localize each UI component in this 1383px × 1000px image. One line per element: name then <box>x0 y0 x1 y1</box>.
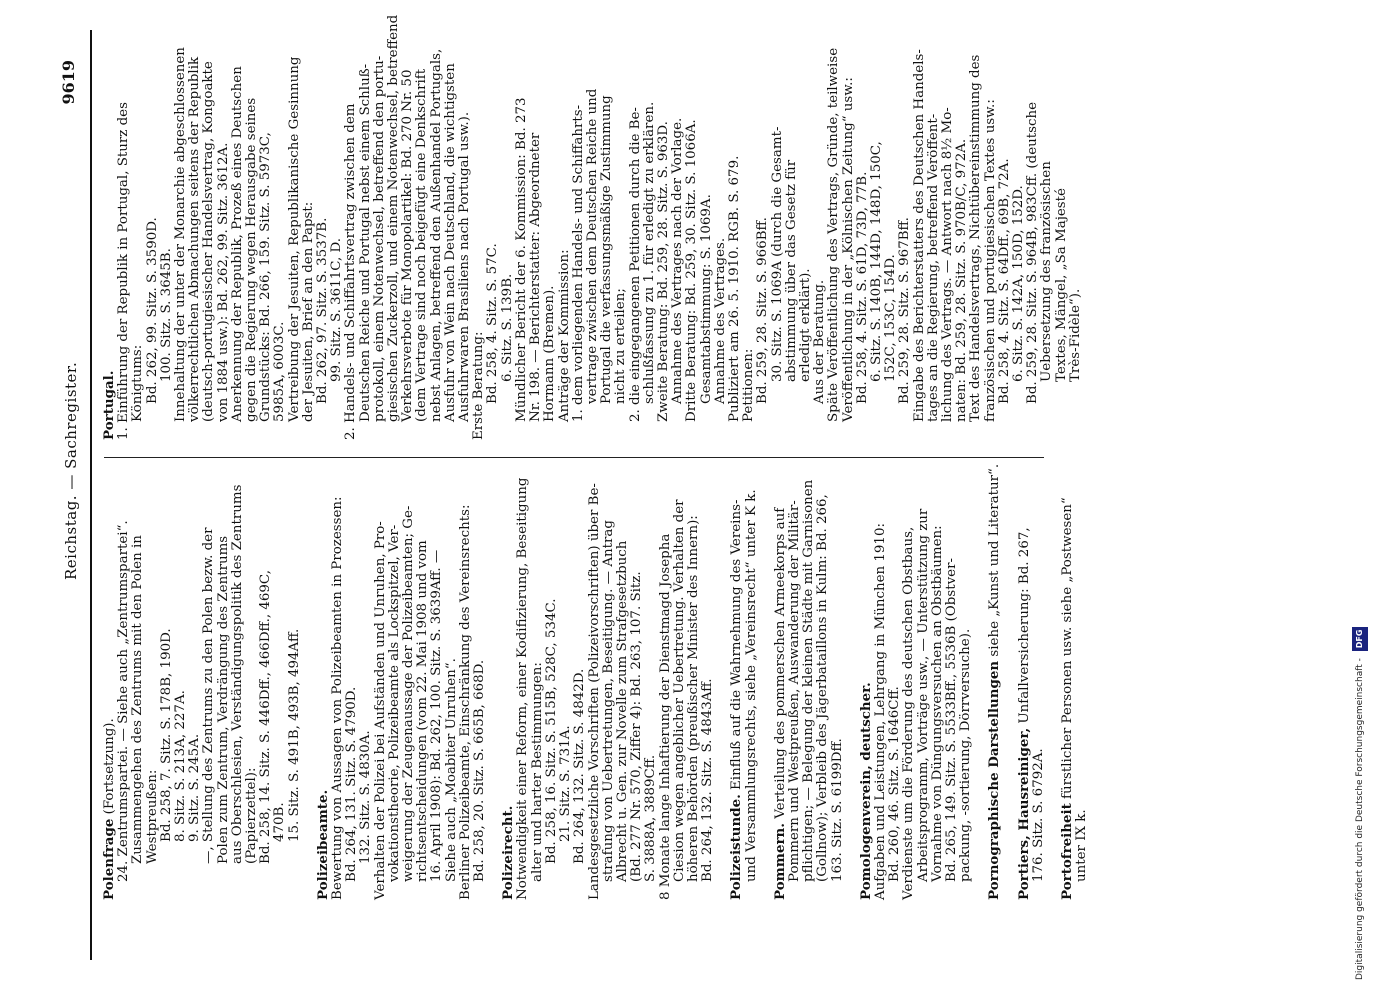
entry-line: lichung des Vertrags. — Antwort nach 8½ Mo- <box>939 107 955 422</box>
entry-line: protokoll, einem Notenwechsel, betreffend den portu- <box>371 55 387 422</box>
entry-heading: Pomologenverein, deutscher. <box>857 682 874 900</box>
entry-heading-line <box>102 0 117 440</box>
entry-line: 152C, 153C, 154D. <box>883 254 899 382</box>
entry-line: Bd. 258, 7. Sitz. S. 178B, 190D. <box>158 628 174 842</box>
entry-line: abstimmung über das Gesetz für <box>783 159 799 382</box>
entry-line: 163. Sitz. S. 6199Dff. <box>829 738 845 882</box>
entry-line: (Papierzettel): <box>244 767 260 864</box>
entry-line: Landesgesetzliche Vorschriften (Polizeivorschriften) über Be- <box>586 483 602 900</box>
entry-line: Dritte Beratung: Bd. 259, 30. Sitz. S. 1066A. <box>684 119 700 422</box>
entry-line: Aufgaben und Leistungen, Lehrgang in München 1910: <box>872 523 888 900</box>
entry-line: Siehe auch „Moabiter Unruhen“. <box>443 658 459 882</box>
entry-line: 6. Sitz. S. 140B, 144D, 148D, 150C, <box>868 141 884 382</box>
entry-line: aus Oberschlesien, Verständigungspolitik des Zentrums <box>229 484 245 864</box>
page-header <box>58 0 98 1000</box>
entry-line: Vornahme von Düngungsversuchen an Obstbäumen: <box>929 525 945 882</box>
entry-line: Zusammengehen des Zentrums mit den Polen in <box>130 535 146 864</box>
register-entry <box>859 445 974 900</box>
entry-line: Annahme des Vertrages. <box>712 237 728 404</box>
entry-line: erledigt erklärt). <box>797 268 813 382</box>
left-column <box>102 445 1103 900</box>
entry-line: Bd. 262, 99. Sitz. S. 3590D. <box>144 217 160 404</box>
register-entry <box>1017 445 1046 900</box>
entry-line: Gesamtabstimmung: S. 1069A. <box>698 194 714 404</box>
entry-line: Bd. 258, 4. Sitz. S. 61D, 73D, 77B. <box>854 171 870 404</box>
entry-heading-note: Einfluß auf die Wahrnehmung des Vereins- <box>729 499 745 795</box>
entry-line: Bd. 259, 28. Sitz. S. 967Bff. <box>897 217 913 404</box>
register-entry <box>1060 445 1089 900</box>
entry-line: Bewertung von Aussagen von Polizeibeamten in Prozessen: <box>330 496 346 900</box>
credit-text: Digitalisierung gefördert durch die Deutsche Forschungsgemeinschaft - <box>1355 658 1365 980</box>
entry-heading-note: (Fortsetzung). <box>102 718 117 819</box>
entry-line: giesischen Zuckerzoll, und einem Notenwechsel, betreffend <box>386 14 402 422</box>
entry-line: völkerrechtlichen Abmachungen seitens der Republik <box>187 56 203 422</box>
entry-line: 6. Sitz. S. 142A, 150D, 152D. <box>1011 185 1026 382</box>
entry-line: Innehaltung der unter der Monarchie abgeschlossenen <box>173 47 189 422</box>
entry-line: Späte Veröffentlichung des Vertrags, Gründe, teilweise <box>826 47 842 422</box>
entry-heading-line <box>729 445 744 900</box>
entry-line: 1. Einführung der Republik in Portugal, Sturz des <box>116 102 132 440</box>
entry-heading-line <box>859 445 874 900</box>
entry-line: (Bd. 277 Nr. 570, Ziffer 4): Bd. 263, 107. Sitz. <box>629 571 645 882</box>
entry-line: Bd. 258, 4. Sitz. S. 57C. <box>485 243 501 404</box>
entry-line: Bd. 264, 132. Sitz. S. 4843Aff. <box>700 678 716 882</box>
entry-line: Portugal die verfassungsmäßige Zustimmung <box>599 95 615 404</box>
entry-line: der Jesuiten, Brief an den Papst: <box>300 201 316 422</box>
entry-line: (dem Vertrage sind noch beigefügt eine Denkschrift <box>414 68 430 422</box>
entry-line: Bd. 258, 16. Sitz. S. 515B, 528C, 534C. <box>543 598 559 864</box>
entry-line: (Gollnow); Verbleib des Jägerbataillons in Kulm: Bd. 266, <box>815 494 831 882</box>
entry-line: Bd. 259, 28. Sitz. S. 964B, 983Cff. (deutsche <box>1025 101 1041 404</box>
entry-line: 6. Sitz. S. 139B. <box>499 273 515 382</box>
entry-line: Mündlicher Bericht der 6. Kommission: Bd. 273 <box>513 97 529 422</box>
entry-line: Bd. 259, 28. Sitz. S. 966Bff. <box>755 217 771 404</box>
entry-line: Textes, Mängel, „Sa Majesté <box>1053 188 1069 382</box>
entry-line: 5985A, 6003C. <box>272 321 288 422</box>
entry-heading-line <box>987 445 1002 900</box>
register-entry <box>102 0 1083 440</box>
entry-heading-note: Unfallversicherung: Bd. 267, <box>1016 527 1032 728</box>
entry-line: Berliner Polizeibeamte, Einschränkung des Vereinsrechts: <box>457 504 473 900</box>
entry-line: Grundstücks: Bd. 266, 159. Sitz. S. 5973C, <box>258 132 274 422</box>
entry-line: Deutschen Reiche und Portugal nebst einem Schluß- <box>357 63 373 422</box>
entry-line: Notwendigkeit einer Reform, einer Kodifizierung, Beseitigung <box>515 477 531 900</box>
entry-line: 8. Sitz. S. 213A, 227A. <box>173 690 189 842</box>
entry-line: 2. die eingegangenen Petitionen durch die Be- <box>627 107 643 422</box>
entry-line: Ausfuhr von Wein nach Deutschland, die wichtigsten <box>442 63 458 422</box>
entry-line: 8 Monate lange Inhaftierung der Dienstmagd Josepha <box>657 533 673 900</box>
right-column <box>102 0 1097 440</box>
entry-line: strafung von Uebertretungen, Beseitigung. — Antrag <box>600 520 616 882</box>
entry-line: Verhalten der Polizei bei Aufständen und Unruhen, Pro- <box>372 521 388 900</box>
entry-line: Nr. 198. — Berichterstatter: Abgeordneter <box>528 132 544 422</box>
entry-line: 9. Sitz. S. 245A. <box>187 733 203 842</box>
entry-line: Pommern und Westpreußen, Auswanderung der Militär- <box>786 500 802 882</box>
entry-line: Arbeitsprogramm, Vorträge usw., — Unterstützung zur <box>915 508 931 882</box>
entry-line: naten: Bd. 259, 28. Sitz. S. 970B/C, 972A. <box>954 138 970 422</box>
register-entry <box>773 445 845 900</box>
entry-line: 24. Zentrumspartei. — Siehe auch „Zentrumspartei“. <box>116 520 132 882</box>
entry-heading-line <box>1060 445 1075 900</box>
entry-line: Bd. 260, 46. Sitz. S. 1646Cff. <box>887 686 903 882</box>
register-entry <box>501 445 715 900</box>
entry-heading: Polizeirecht. <box>500 805 517 900</box>
entry-line: 21. Sitz. S. 731A. <box>558 725 574 842</box>
entry-line: Westpreußen: <box>144 769 160 864</box>
entry-heading-line <box>1017 445 1032 900</box>
register-entry <box>987 445 1002 900</box>
entry-heading: Pommern. <box>771 823 788 900</box>
entry-line: packung, -sortierung, Dörrversuche). <box>958 628 974 882</box>
entry-line: Ausfuhrwaren Brasiliens nach Portugal usw.). <box>457 111 473 422</box>
entry-line: unter IX k. <box>1074 809 1090 882</box>
entry-line: Annahme des Vertrages nach der Vorlage. <box>670 117 686 404</box>
entry-line: Albrecht u. Gen. zur Novelle zum Strafgesetzbuch <box>614 540 630 882</box>
entry-line: Erste Beratung: <box>471 331 487 440</box>
entry-line: nebst Anlagen, betreffend den Außenhandel Portugals, <box>428 48 444 422</box>
entry-line: Publiziert am 26. 5. 1910. RGB. S. 679. <box>726 155 742 422</box>
entry-line: Bd. 258, 14. Sitz. S. 446Dff., 466Dff., 469C, <box>258 570 274 864</box>
entry-heading-line <box>773 445 788 900</box>
register-entry <box>316 445 487 900</box>
entry-line: vertrage zwischen dem Deutschen Reiche und <box>584 88 600 404</box>
entry-line: 2. Handels- und Schiffahrtsvertrag zwischen dem <box>343 103 359 440</box>
entry-heading-note: siehe „Kunst und Literatur“. <box>987 463 1003 661</box>
entry-line: Bd. 258, 20. Sitz. S. 665B, 668D. <box>472 659 488 882</box>
entry-line: französischen und portugiesischen Textes usw.: <box>982 99 998 422</box>
entry-line: 132. Sitz. S. 4830A. <box>358 730 374 864</box>
entry-line: Verdienste um die Förderung des deutschen Obstbaus, <box>901 526 917 900</box>
entry-line: Ciesion wegen angeblicher Uebertretung. Verhalten der <box>671 499 687 882</box>
entry-line: Bd. 262, 97. Sitz. S. 3537B. <box>315 217 331 404</box>
entry-heading-line <box>316 445 331 900</box>
entry-heading: Pornographische Darstellungen <box>986 660 1003 900</box>
entry-line: 99. Sitz. S. 3611C, D. <box>329 237 345 382</box>
entry-line: gegen die Regierung wegen Herausgabe seines <box>244 97 260 422</box>
entry-line: höheren Behörden (preußischer Minister des Innern): <box>685 515 701 882</box>
entry-line: weigerung der Zeugenaussage der Polizeibeamten; Ge- <box>401 505 417 882</box>
page-number: 9619 <box>59 60 78 105</box>
entry-line: Bd. 265, 149. Sitz. S. 5533Bff., 5536B (Obstver- <box>943 557 959 882</box>
entry-line: alter und harter Bestimmungen: <box>529 662 545 882</box>
entry-line: Bd. 258, 4. Sitz. S. 64Dff., 69B, 72A. <box>996 158 1012 404</box>
entry-line: Zweite Beratung: Bd. 259, 28. Sitz. S. 963D. <box>655 121 671 422</box>
entry-line: Petitionen: <box>741 348 757 422</box>
entry-line: 100. Sitz. S. 3645B. <box>158 248 174 382</box>
entry-heading: Polenfrage <box>101 818 117 900</box>
column-divider <box>104 457 1044 458</box>
entry-line: richtsentscheidungen (vom 22. Mai 1908 und vom <box>415 540 431 882</box>
entry-heading-note: Verteilung des pommerschen Armeekorps auf <box>772 507 788 824</box>
entry-line: 30. Sitz. S. 1069A (durch die Gesamt- <box>769 126 785 382</box>
entry-line: Bd. 264, 131. Sitz. S. 4790D. <box>344 686 360 882</box>
entry-heading-note: fürstlicher Personen usw. siehe „Postwesen“ <box>1059 497 1075 804</box>
dfg-credit <box>1352 20 1368 980</box>
entry-line: Anerkennung der Republik, Prozeß eines Deutschen <box>229 66 245 422</box>
register-entry <box>102 445 302 900</box>
entry-line: von 1884 usw.): Bd. 262, 99. Sitz. 3612A. <box>215 142 231 422</box>
entry-line: 1. dem vorliegenden Handels- und Schiffahrts- <box>570 104 586 422</box>
entry-heading: Portugal. <box>101 370 117 440</box>
entry-line: Verkehrsverbote für Monopolartikel: Bd. 270 Nr. 50 <box>400 69 416 422</box>
entry-line: Très-Fidèle“). <box>1067 288 1083 382</box>
entry-heading-line <box>102 445 117 900</box>
entry-line: Eingabe des Berichterstatters des Deutschen Handels- <box>911 49 927 422</box>
entry-line: vokationstheorie, Polizeibeamte als Lockspitzel, Ver- <box>386 524 402 882</box>
entry-line: Aus der Beratung. <box>812 279 828 404</box>
entry-line: Polen zum Zentrum, Verdrängung des Zentrums <box>215 535 231 864</box>
entry-line: 16. April 1908): Bd. 262, 100. Sitz. S. 3639Aff. — <box>429 549 445 882</box>
header-rule <box>90 30 92 960</box>
entry-line: Vertreibung der Jesuiten, Republikanische Gesinnung <box>286 56 302 422</box>
entry-line: nicht zu erteilen; <box>613 288 629 404</box>
entry-line: Text des Handelsvertrags, Nichtübereinstimmung des <box>968 54 984 422</box>
entry-line: S. 3888A, 3889Cff. <box>643 754 659 882</box>
entry-line: Anträge der Kommission: <box>556 249 572 422</box>
entry-line: —, Stellung des Zentrums zu den Polen bezw. der <box>201 527 217 864</box>
entry-heading: Polizeistunde. <box>728 794 745 900</box>
entry-line: Bd. 264, 132. Sitz. S. 4842D. <box>572 668 588 864</box>
entry-heading: Portofreiheit <box>1058 803 1075 900</box>
entry-line: 15. Sitz. S. 491B, 493B, 494Aff. <box>286 628 302 842</box>
running-head: Reichstag. — Sachregister. <box>62 361 80 580</box>
entry-heading: Portiers, Hausreiniger, <box>1015 727 1032 900</box>
entry-line: tages an die Regierung, betreffend Veröffent- <box>925 113 941 422</box>
entry-line: schlußfassung zu 1. für erledigt zu erklären. <box>641 101 657 404</box>
entry-line: 176. Sitz. S. 6792A. <box>1030 748 1046 882</box>
entry-line: Königtums: <box>130 344 146 422</box>
register-entry <box>729 445 758 900</box>
entry-line: Uebersetzung des französischen <box>1039 161 1055 382</box>
entry-line: Veröffentlichung in der „Kölnischen Zeitung“ usw.: <box>840 77 856 422</box>
entry-heading: Polizeibeamte. <box>314 789 331 900</box>
entry-line: und Versammlungsrechts, siehe „Vereinsrecht“ unter K k. <box>743 489 759 882</box>
dfg-logo: DFG <box>1352 627 1368 652</box>
entry-line: 470B. <box>272 802 288 842</box>
entry-line: Hormann (Bremen). <box>542 285 558 422</box>
entry-line: pflichtigen; — Belegung der kleinen Städte mit Garnisonen <box>801 479 817 882</box>
entry-line: (deutsch-portugiesischer Handelsvertrag, Kongoakte <box>201 61 217 422</box>
entry-heading-line <box>501 445 516 900</box>
